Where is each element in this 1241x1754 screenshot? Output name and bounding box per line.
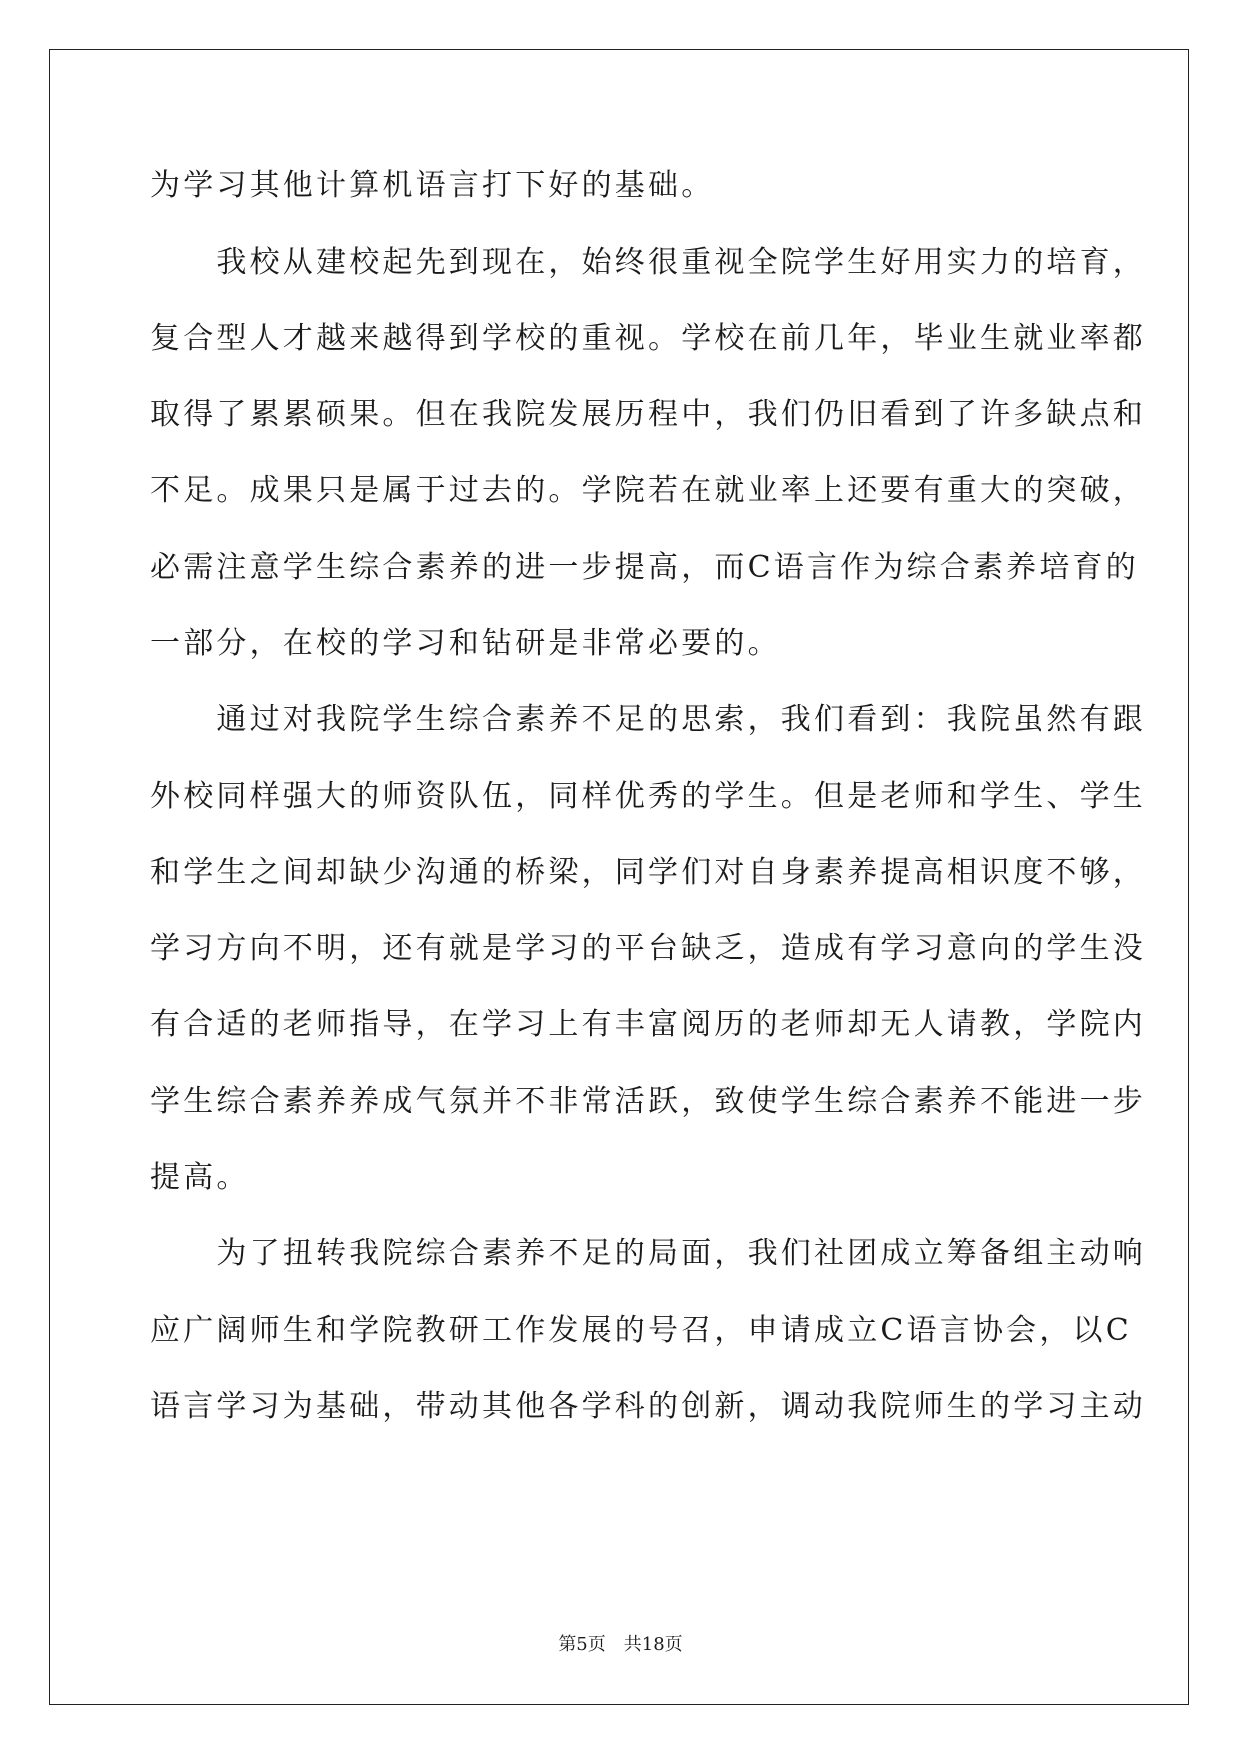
- body-text-line: 学习方向不明，还有就是学习的平台缺乏，造成有学习意向的学生没: [150, 931, 1146, 966]
- paragraph-start-line: 我校从建校起先到现在，始终很重视全院学生好用实力的培育，: [150, 245, 1146, 280]
- body-text-line: 外校同样强大的师资队伍，同样优秀的学生。但是老师和学生、学生: [150, 779, 1146, 814]
- body-text-line: 复合型人才越来越得到学校的重视。学校在前几年，毕业生就业率都: [150, 321, 1146, 356]
- body-text-line: 应广阔师生和学院教研工作发展的号召，申请成立C语言协会，以C: [150, 1313, 1132, 1348]
- body-text-line: 学生综合素养养成气氛并不非常活跃，致使学生综合素养不能进一步: [150, 1084, 1146, 1119]
- body-text-line: 为学习其他计算机语言打下好的基础。: [150, 168, 715, 203]
- page-number-footer: 第5页 共18页: [558, 1634, 683, 1655]
- paragraph-start-line: 为了扭转我院综合素养不足的局面，我们社团成立筹备组主动响: [150, 1236, 1146, 1271]
- body-text-line: 取得了累累硕果。但在我院发展历程中，我们仍旧看到了许多缺点和: [150, 397, 1146, 432]
- paragraph-start-line: 通过对我院学生综合素养不足的思索，我们看到：我院虽然有跟: [150, 702, 1146, 737]
- body-text-line: 语言学习为基础，带动其他各学科的创新，调动我院师生的学习主动: [150, 1389, 1146, 1424]
- body-text-line: 和学生之间却缺少沟通的桥梁，同学们对自身素养提高相识度不够，: [150, 855, 1146, 890]
- body-text-line: 必需注意学生综合素养的进一步提高，而C语言作为综合素养培育的: [150, 550, 1139, 585]
- body-text-line: 有合适的老师指导，在学习上有丰富阅历的老师却无人请教，学院内: [150, 1007, 1146, 1042]
- body-text-line: 一部分，在校的学习和钻研是非常必要的。: [150, 626, 781, 661]
- body-text-line: 不足。成果只是属于过去的。学院若在就业率上还要有重大的突破，: [150, 473, 1146, 508]
- body-text-line: 提高。: [150, 1160, 250, 1195]
